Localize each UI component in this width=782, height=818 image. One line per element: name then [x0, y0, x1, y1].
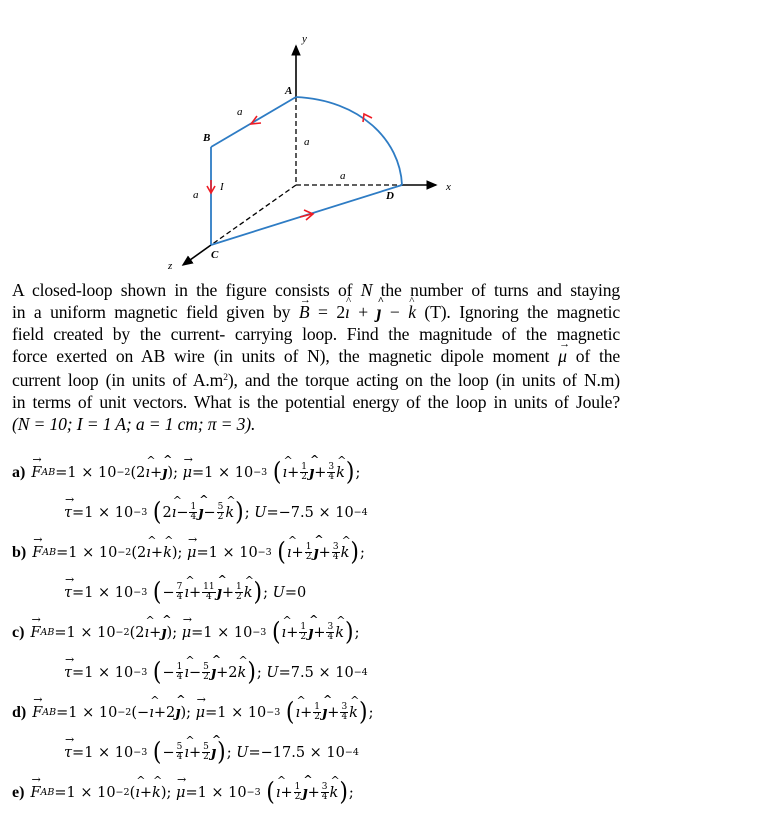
label-C: C — [211, 249, 219, 261]
option-label: c) — [12, 623, 25, 641]
loop-figure — [0, 0, 782, 280]
problem-line-2: in a uniform magnetic field given by → B = 2^ ı + ^ ȷ − ^ k (T). Ignoring the magnetic — [12, 301, 620, 323]
label-current: I — [220, 181, 224, 193]
problem-line-7: (N = 10; I = 1 A; a = 1 cm; π = 3). — [12, 414, 256, 434]
current-arrows — [207, 114, 372, 220]
label-BC-length: a — [193, 189, 199, 201]
option-label: e) — [12, 783, 25, 801]
z-axis — [183, 245, 211, 265]
wire-DA-arc — [296, 97, 402, 185]
option-d-line-2: → τ = 1 × 10 −3 ( − $\frac{5}{4}$ ^ ı + $\frac{5}{2}$ ^ ȷ ) ; U = −17.5 × 10 −4 — [64, 740, 359, 765]
option-label: d) — [12, 703, 27, 721]
label-z: z — [168, 260, 173, 272]
problem-line-1: A closed-loop shown in the figure consists of N the number of turns and staying — [12, 280, 620, 300]
axes — [183, 46, 436, 265]
problem-line-5: current loop (in units of $A.m^2$), and the torque acting on the loop (in units of N.m) — [12, 370, 620, 390]
label-B: B — [203, 132, 211, 144]
label-x: x — [446, 181, 451, 193]
z-axis-dashed — [211, 185, 296, 245]
problem-line-3: field created by the current- carrying loop. Find the magnitude of the magnetic — [12, 324, 620, 344]
vector-mu: → μ — [558, 345, 567, 367]
problem-line-6: in terms of unit vectors. What is the potential energy of the loop in units of Joule? — [12, 392, 620, 412]
label-y: y — [302, 33, 307, 45]
option-a-line-1[interactable]: a) → F AB = 1 × 10 −2 ( 2 ^ ı + ^ ȷ ) ; → μ = 1 × 10 −3 ( ^ ı + $\frac{1}{2}$ ^ ȷ + $\frac{3}{4}$ ^ k ) ; — [12, 460, 360, 485]
label-A: A — [285, 85, 293, 97]
option-c-line-1[interactable]: c) → F AB = 1 × 10 −2 ( 2 ^ ı + ^ ȷ ) ; → μ = 1 × 10 −3 ( ^ ı + $\frac{1}{2}$ ^ ȷ + $\frac{3}{4}$ ^ k ) ; — [12, 620, 360, 645]
problem-line-4: force exerted on AB wire (in units of N), the magnetic dipole moment → μ of the — [12, 345, 620, 367]
problem-statement — [12, 279, 620, 435]
option-e-line-1[interactable]: e) → F AB = 1 × 10 −2 ( ^ ı + ^ k ) ; → μ = 1 × 10 −3 ( ^ ı + $\frac{1}{2}$ ^ ȷ + $\frac{3}{4}$ ^ k ) ; — [12, 780, 354, 805]
label-OD-length: a — [340, 170, 346, 182]
option-b-line-1[interactable]: b) → F AB = 1 × 10 −2 ( 2 ^ ı + ^ k ) ; → μ = 1 × 10 −3 ( ^ ı + $\frac{1}{2}$ ^ ȷ + $\frac{3}{4}$ ^ k ) ; — [12, 540, 365, 565]
option-label: a) — [12, 463, 26, 481]
current-loop — [211, 97, 402, 245]
vector-B: → B — [299, 301, 310, 323]
label-AB-length: a — [237, 106, 243, 118]
label-D: D — [386, 190, 394, 202]
option-b-line-2: → τ = 1 × 10 −3 ( − $\frac{7}{4}$ ^ ı + $\frac{11}{4}$ ^ ȷ + $\frac{1}{2}$ ^ k ) ; U = 0 — [64, 580, 306, 605]
label-OA-length: a — [304, 136, 310, 148]
option-label: b) — [12, 543, 27, 561]
option-a-line-2: → τ = 1 × 10 −3 ( 2 ^ ı − $\frac{1}{4}$ ^ ȷ − $\frac{5}{2}$ ^ k ) ; U = −7.5 × 10 −4 — [64, 500, 368, 525]
option-d-line-1[interactable]: d) → F AB = 1 × 10 −2 ( − ^ ı + 2 ^ ȷ ) ; → μ = 1 × 10 −3 ( ^ ı + $\frac{1}{2}$ ^ ȷ + $\frac{3}{4}$ ^ k ) ; — [12, 700, 373, 725]
option-c-line-2: → τ = 1 × 10 −3 ( − $\frac{1}{4}$ ^ ı − $\frac{5}{2}$ ^ ȷ + 2 ^ k ) ; U = 7.5 × 10 −4 — [64, 660, 368, 685]
